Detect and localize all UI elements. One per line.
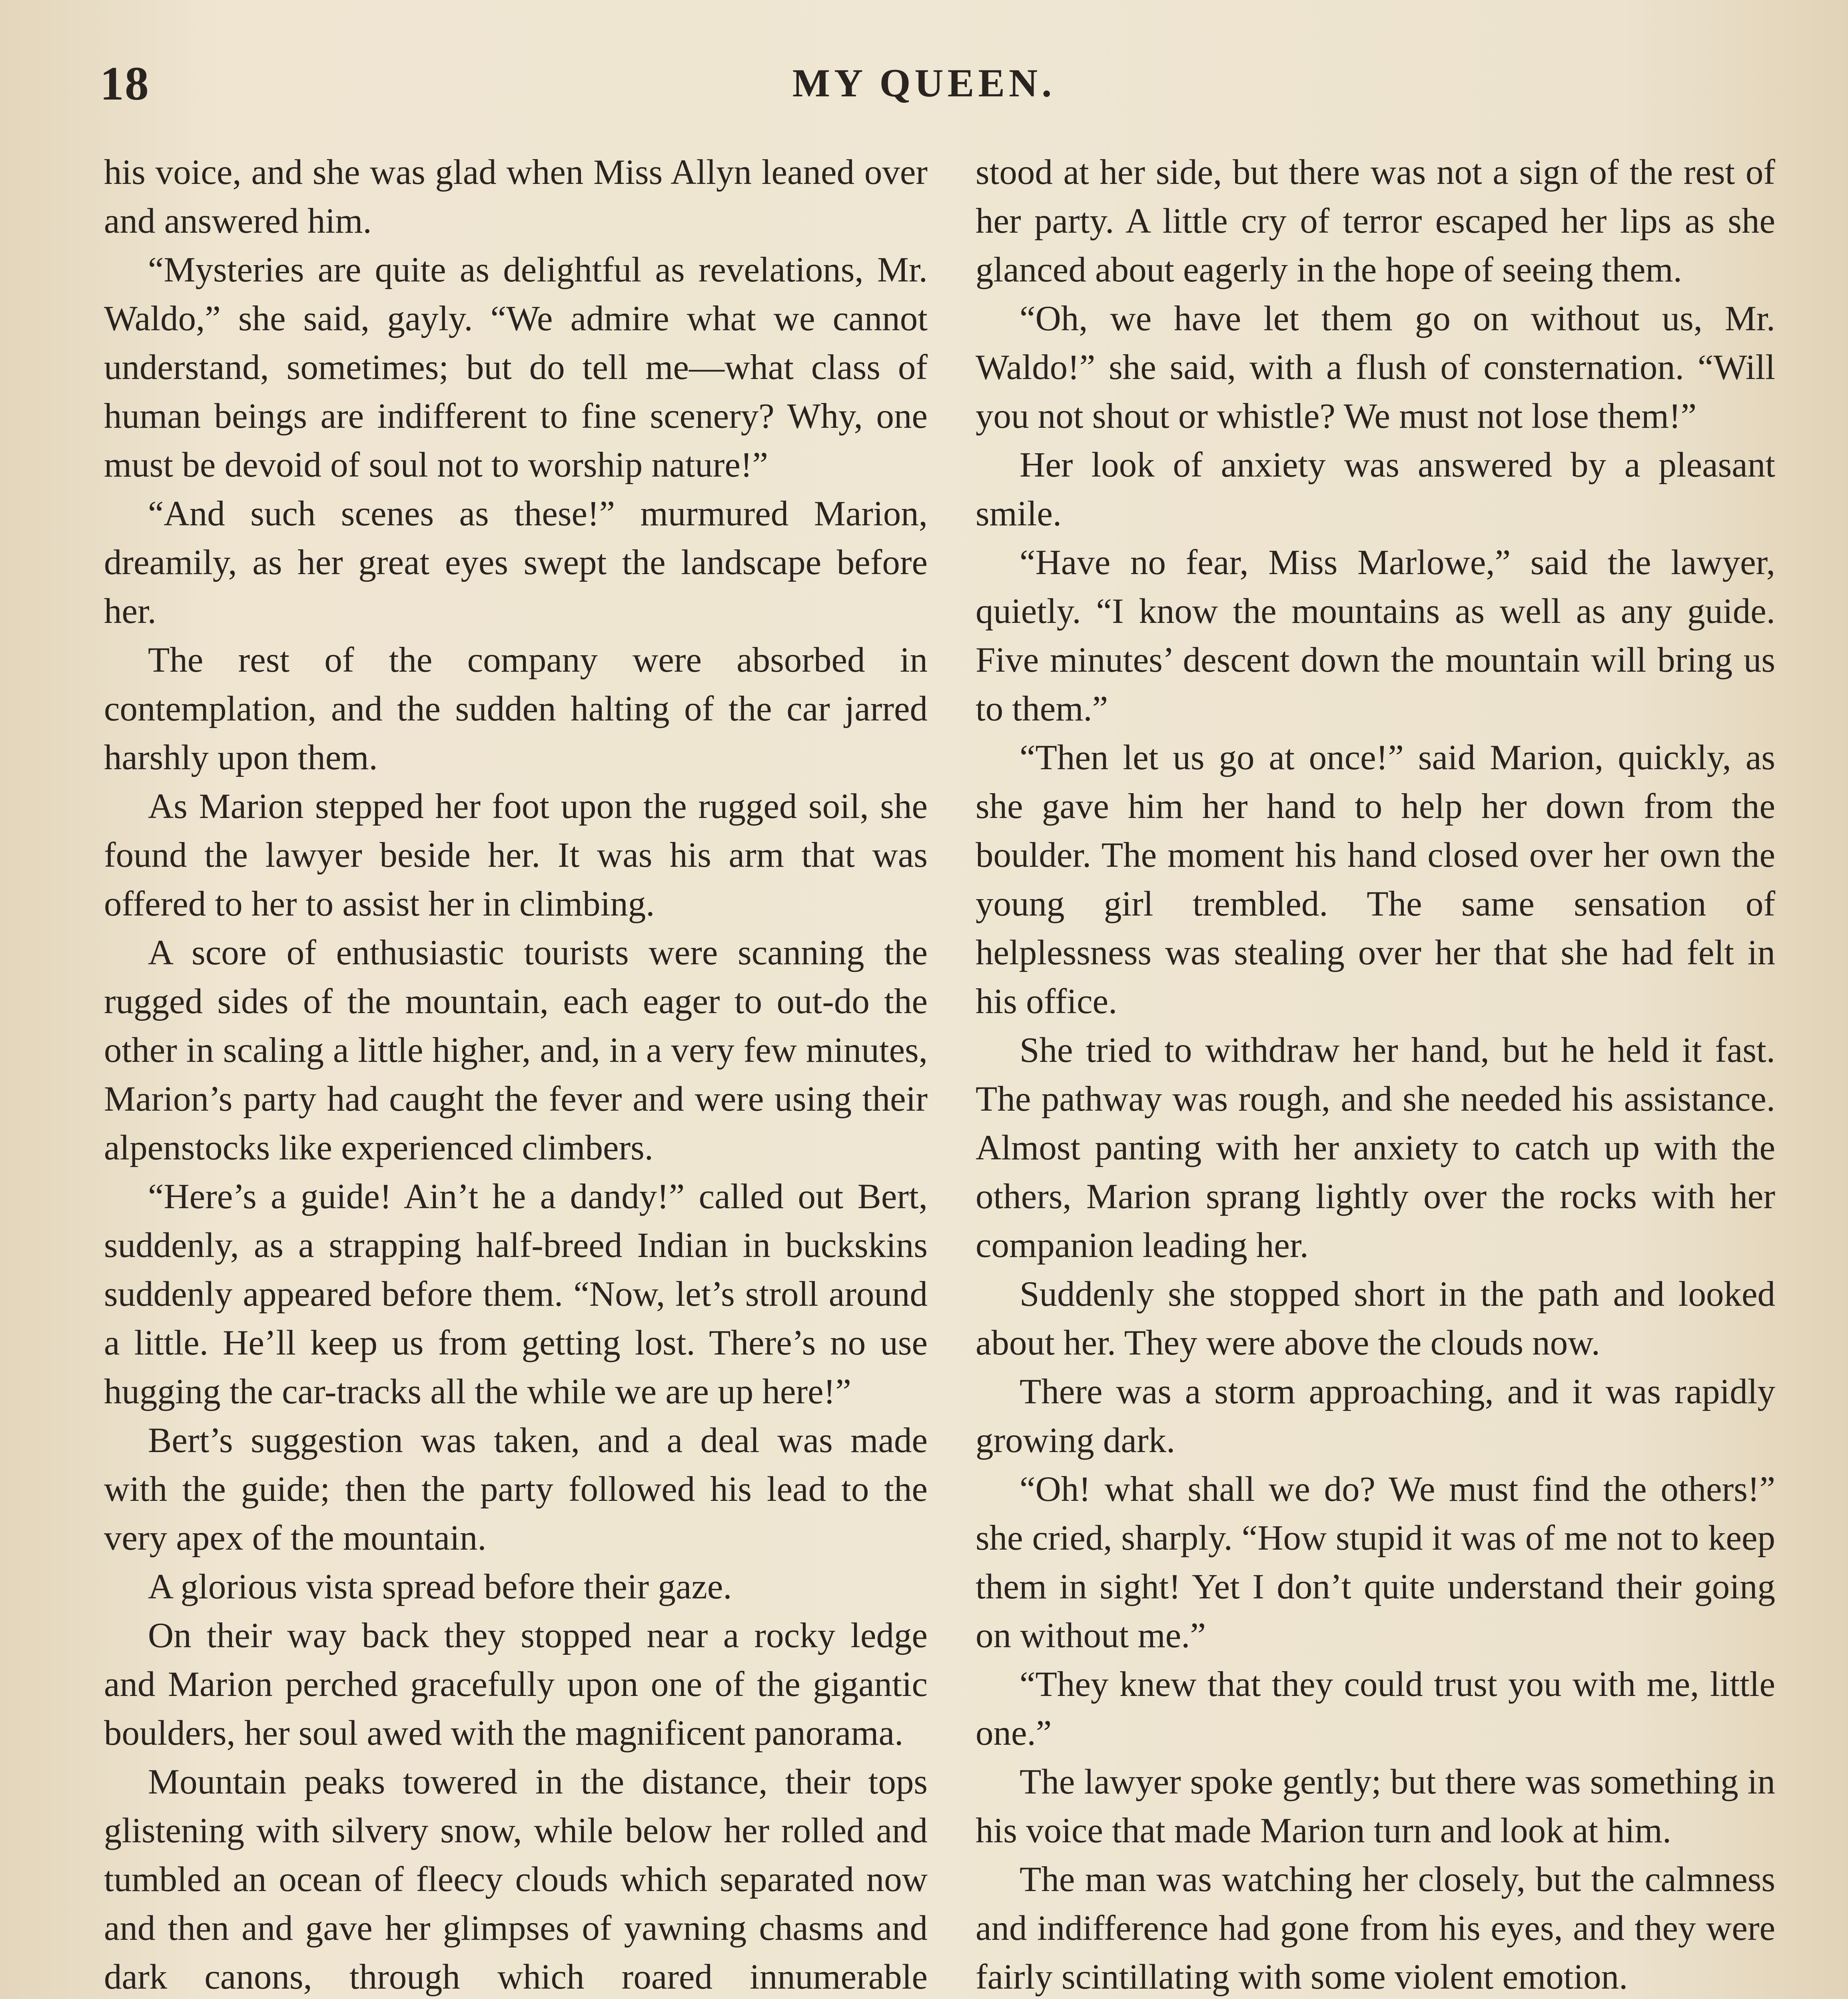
paragraph: “Have no fear, Miss Marlowe,” said the lawyer, quietly. “I know the mountains as well as any guide. Five minutes’ descent down the mountain will bring us to them.”	[976, 543, 1775, 728]
paragraph: A glorious vista spread before their gaze.	[148, 1567, 732, 1606]
paragraph: As Marion stepped her foot upon the rugged soil, she found the lawyer beside her. It was his arm that was offered to her to assist her in climbing.	[104, 787, 928, 924]
paragraph: “They knew that they could trust you with me, little one.”	[976, 1665, 1775, 1753]
paragraph: “Mysteries are quite as delightful as revelations, Mr. Waldo,” she said, gayly. “We admire what we cannot understand, sometimes; but do tell me—what class of human beings are indifferent to fine scenery? Why, one must be devoid of soul not to worship nature!”	[104, 250, 928, 485]
left-text-column	[104, 148, 928, 1999]
paragraph: “Here’s a guide! Ain’t he a dandy!” called out Bert, suddenly, as a strapping half-breed Indian in buckskins suddenly appeared before them. “Now, let’s stroll around a little. He’ll keep us from getting lost. There’s no use hugging the car-tracks all the while we are up here!”	[104, 1177, 928, 1411]
paragraph: Mountain peaks towered in the distance, their tops glistening with silvery snow, while below her rolled and tumbled an ocean of fleecy clouds which separated now and then and gave her glimpses of yawning chasms and dark canons, through which roared innumerable	[104, 1762, 928, 1997]
right-text-column	[976, 148, 1775, 1999]
paragraph: The man was watching her closely, but the calmness and indifference had gone from his eyes, and they were fairly scintillating with some violent emotion.	[976, 1860, 1775, 1997]
paragraph: On their way back they stopped near a rocky ledge and Marion perched gracefully upon one of the gigantic boulders, her soul awed with the magnificent panorama.	[104, 1616, 928, 1753]
paragraph: Her look of anxiety was answered by a pleasant smile.	[976, 445, 1775, 533]
paragraph: “And such scenes as these!” murmured Marion, dreamily, as her great eyes swept the landscape before her.	[104, 494, 928, 631]
paragraph: The rest of the company were absorbed in contemplation, and the sudden halting of the car jarred harshly upon them.	[104, 640, 928, 777]
paragraph: Suddenly she stopped short in the path and looked about her. They were above the clouds now.	[976, 1275, 1775, 1363]
paragraph: She tried to withdraw her hand, but he held it fast. The pathway was rough, and she needed his assistance. Almost panting with her anxiety to catch up with the others, Marion sprang lightly over the rocks with her companion leading her.	[976, 1031, 1775, 1265]
paragraph: “Oh! what shall we do? We must find the others!” she cried, sharply. “How stupid it was of me not to keep them in sight! Yet I don’t quite understand their going on without me.”	[976, 1470, 1775, 1655]
paragraph: “Oh, we have let them go on without us, Mr. Waldo!” she said, with a flush of consternation. “Will you not shout or whistle? We must not lose them!”	[976, 299, 1775, 436]
paragraph: his voice, and she was glad when Miss Allyn leaned over and answered him.	[104, 153, 928, 241]
paragraph: There was a storm approaching, and it was rapidly growing dark.	[976, 1372, 1775, 1460]
paragraph: Bert’s suggestion was taken, and a deal was made with the guide; then the party followed his lead to the very apex of the mountain.	[104, 1421, 928, 1558]
page-number: 18	[100, 57, 150, 110]
paragraph: The lawyer spoke gently; but there was something in his voice that made Marion turn and look at him.	[976, 1762, 1775, 1850]
running-head-title: MY QUEEN.	[792, 61, 1056, 105]
paragraph: stood at her side, but there was not a sign of the rest of her party. A little cry of terror escaped her lips as she glanced about eagerly in the hope of seeing them.	[976, 153, 1775, 289]
paragraph: A score of enthusiastic tourists were scanning the rugged sides of the mountain, each eager to out-do the other in scaling a little higher, and, in a very few minutes, Marion’s party had caught the fever and were using their alpenstocks like experienced climbers.	[104, 933, 928, 1167]
paragraph: “Then let us go at once!” said Marion, quickly, as she gave him her hand to help her down from the boulder. The moment his hand closed over her own the young girl trembled. The same sensation of helplessness was stealing over her that she had felt in his office.	[976, 738, 1775, 1021]
